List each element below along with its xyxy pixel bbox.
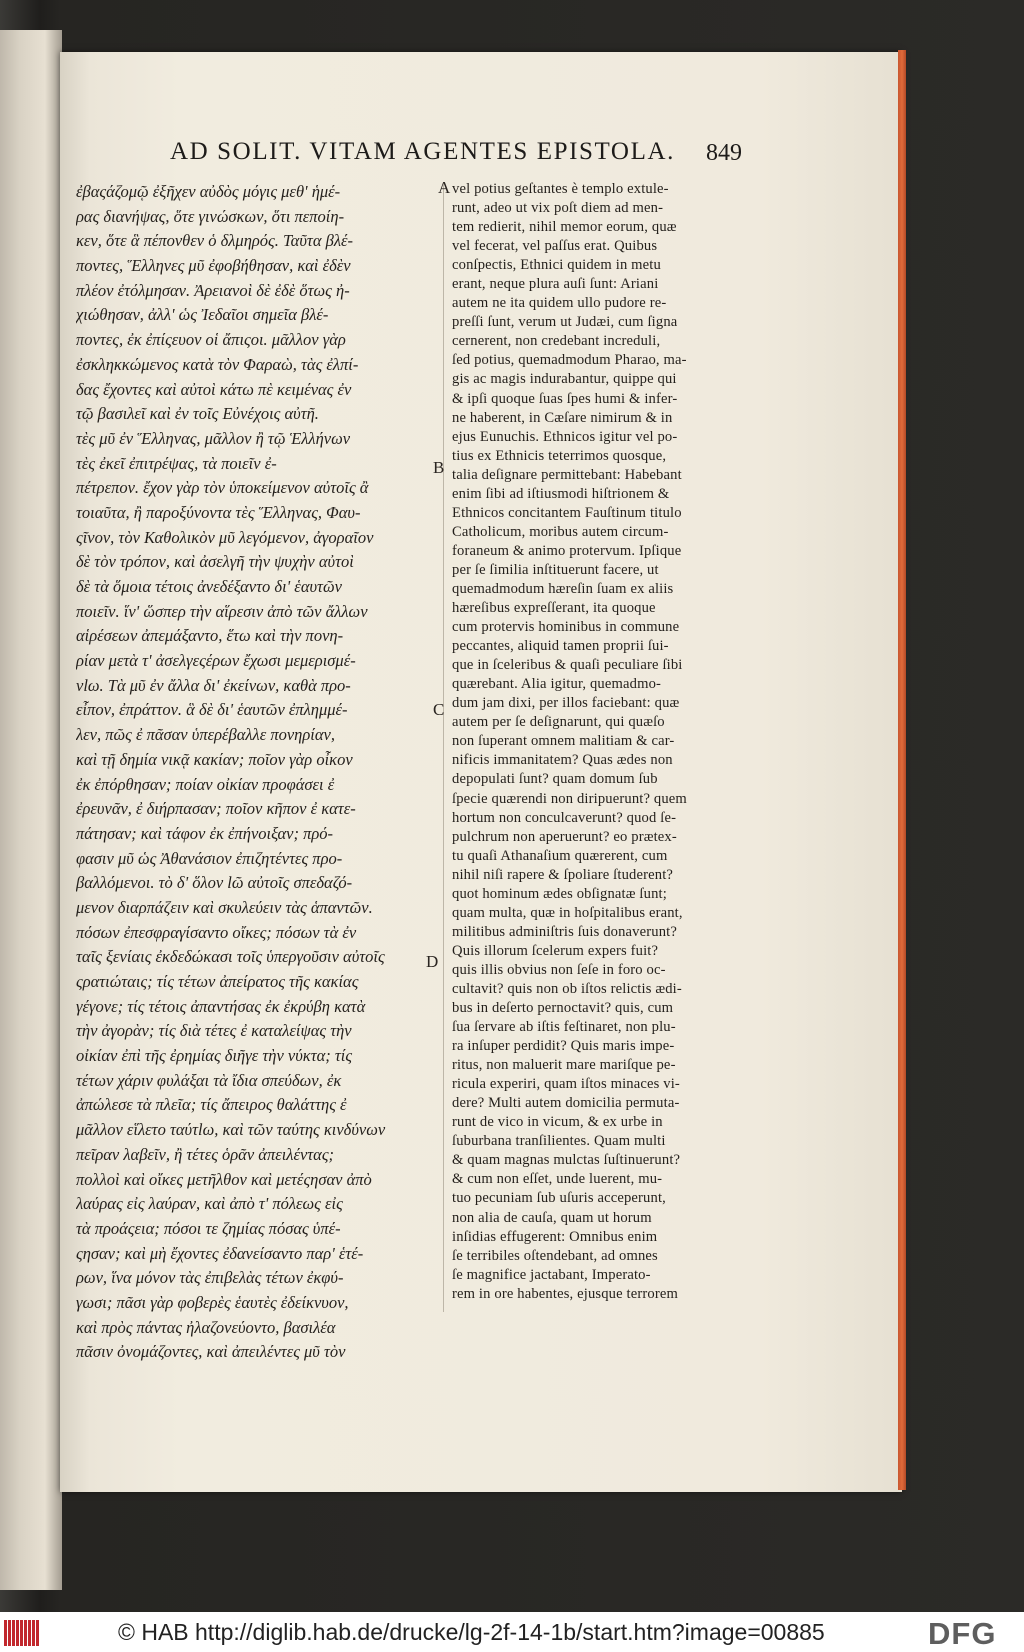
latin-text-line: quemadmodum hæreſin ſuam ex aliis	[452, 580, 674, 597]
greek-text-line: ςρατιώταις; τίς τέτων ἀπείρατος τῆς κακίας	[76, 972, 359, 991]
greek-text-line: καὶ τῇ δημία νικᾷ κακίαν; ποῖον γὰρ οἶκον	[76, 749, 353, 769]
latin-text-line: vel fecerat, vel paſſus erat. Quibus	[452, 238, 658, 255]
latin-text-line: vel potius geſtantes è templo extule-	[452, 181, 669, 197]
latin-text-line: depopulati ſunt? quam domum ſub	[452, 771, 658, 788]
latin-text-line: nihil niſi rapere & ſpoliare ſtuderent?	[452, 866, 674, 883]
greek-text-line: τῷ βασιλεῖ καὶ ἐν τοῖς Εὐνέχοις αὐτῆ.	[76, 404, 319, 424]
greek-text-line: τὲς μῦ ἐν Ἕλληνας, μᾶλλον ἢ τῷ Ἑλλήνων	[76, 428, 351, 448]
greek-text-line: νlω. Τὰ μῦ ἐν ἄλλα δι' ἐκείνων, καθὰ προ-	[76, 675, 351, 695]
greek-text-line: τέτων χάριν φυλάξαι τὰ ἴδια σπεύδων, ἐκ	[76, 1070, 342, 1090]
greek-text-line: δὲ τὸν τρόπον, καὶ ἀσελγῆ τὴν ψυχὴν αὐτοὶ	[76, 552, 354, 572]
greek-text-line: ἐκ ἐπόρθησαν; ποίαν οἰκίαν προφάσει ἐ	[76, 774, 335, 794]
greek-text-line: τὰ προάςεια; πόσοι τε ζημίας πόσας ὑπέ-	[76, 1218, 341, 1238]
latin-text-line: cultavit? quis non ob iſtos relictis ædi-	[452, 980, 682, 997]
latin-text-line: tuo pecuniam ſub uſuris acceperunt,	[452, 1190, 666, 1207]
page-number: 849	[706, 140, 742, 166]
latin-text-line: ne haberent, in Cæſare nimirum & in	[452, 409, 673, 426]
latin-text-line: quis illis obvius non ſeſe in foro oc-	[452, 961, 666, 978]
greek-text-line: πάτησαν; καὶ τάφον ἐκ ἐπήνοιξαν; πρό-	[76, 823, 334, 843]
latin-text-line: hortum non conculcaverunt? quod ſe-	[452, 809, 677, 826]
greek-text-line: τοιαῦτα, ἢ παροξύνοντα τὲς Ἕλληνας, Φαυ-	[76, 502, 361, 522]
latin-text-line: preſſi ſunt, verum ut Judæi, cum ſigna	[452, 314, 678, 331]
greek-text-line: πόσων ἐπεσφραγίσαντο οἴκες; πόσων τὰ ἐν	[76, 922, 357, 942]
latin-text-line: ejus Eunuchis. Ethnicos igitur vel po-	[452, 428, 678, 445]
greek-text-line: πλέον ἐτόλμησαν. Ἀρειανοὶ δὲ ἐδὲ ὅτως ἠ-	[76, 280, 350, 300]
latin-text-line: Catholicum, moribus autem circum-	[452, 523, 669, 540]
greek-text-line: πᾶσιν ὀνομάζοντες, καὶ ἀπειλέντες μῦ τὸν	[76, 1342, 346, 1362]
running-head: AD SOLIT. VITAM AGENTES EPISTOLA.	[170, 138, 675, 165]
greek-text-line: λεν, πῶς ἐ πᾶσαν ὑπερέβαλλε πονηρίαν,	[76, 725, 335, 745]
latin-text-line: quot hominum ædes obſignatæ ſunt;	[452, 885, 667, 902]
greek-text-line: ἐβαςάζομῷ ἐξῆχεν αὐδὸς μόγις μεθ' ἡμέ-	[76, 182, 341, 201]
latin-text-line: cum protervis hominibus in commune	[452, 619, 680, 636]
latin-text-line: peccantes, aliquid tamen proprii ſui-	[452, 638, 669, 655]
latin-text-line: militibus adminiſtris ſuis donaverunt?	[452, 923, 677, 940]
latin-text-line: tem redierit, nihil memor eorum, quæ	[452, 219, 677, 236]
latin-text-line: ſe magnifice jactabant, Imperato-	[452, 1266, 651, 1283]
latin-text-line: quam multa, quæ in hoſpitalibus erant,	[452, 904, 683, 921]
greek-text-line: εἶπον, ἐπράττον. ἃ δὲ δι' ἑαυτῶν ἐπλημμέ-	[76, 700, 348, 720]
greek-text-line: αἱρέσεων ἀπεμάξαντο, ἕτω καὶ τὴν πονη-	[76, 626, 344, 646]
latin-text-line: runt, adeo ut vix poſt diem ad men-	[452, 200, 664, 217]
latin-text-line: gis ac magis indurabantur, quippe qui	[452, 371, 677, 388]
greek-text-line: μενον διαρπάζειν καὶ σκυλεύειν τὰς ἁπαντῶν.	[76, 897, 373, 917]
margin-letter-a: A	[438, 178, 451, 197]
latin-text-line: rem in ore habentes, ejusque terrorem	[452, 1285, 678, 1302]
greek-text-line: τὲς ἐκεῖ ἐπιτρέψας, τὰ ποιεῖν ἐ-	[76, 453, 277, 473]
margin-letter-c: C	[433, 700, 445, 719]
latin-text-line: cernerent, non credebant increduli,	[452, 333, 661, 350]
latin-text-line: ſpecie quærendi non diripuerunt? quem	[452, 790, 687, 807]
greek-text-column	[76, 180, 434, 1365]
latin-text-line: foraneum & animo protervum. Ipſique	[452, 542, 682, 559]
latin-text-line: ritus, non maluerit mare mariſque pe-	[452, 1057, 676, 1074]
greek-text-line: πεῖραν λαβεῖν, ἢ τέτες ὁρᾶν ἀπειλέντας;	[76, 1144, 335, 1164]
greek-text-line: ςησαν; καὶ μὴ ἔχοντες ἐδανείσαντο παρ' ἑτέ-	[76, 1243, 364, 1263]
greek-text-line: ποντες, ἐκ ἐπίςευον οἱ ἄπιςοι. μᾶλλον γὰρ	[76, 330, 346, 350]
latin-text-line: Ethnicos concitantem Fauſtinum titulo	[452, 504, 682, 521]
latin-text-line: & ipſi quoque ſuas ſpes humi & infer-	[452, 390, 678, 407]
greek-text-line: ποντες, Ἕλληνες μῦ ἐφοβήθησαν, καὶ ἐδὲν	[76, 256, 351, 276]
greek-text-line: καὶ πρὸς πάντας ἠλαζονεύοντο, βασιλέα	[76, 1317, 336, 1337]
margin-letter-b: B	[433, 458, 445, 477]
greek-text-line: ἐσκληκκώμενος κατὰ τὸν Φαραὼ, τὰς ἐλπί-	[76, 354, 359, 374]
greek-text-line: τὴν ἀγορὰν; τίς διὰ τέτες ἐ καταλείψας τὴν	[76, 1021, 352, 1041]
viewer-footer	[0, 1612, 1024, 1652]
page-edge-red	[898, 50, 906, 1490]
latin-text-line: conſpectis, Ethnici quidem in metu	[452, 257, 661, 274]
greek-text-line: πέτρεπον. ἔχον γὰρ τὸν ὑποκείμενον αὐτοῖς ἂ	[76, 478, 369, 498]
greek-text-line: δὲ τὰ ὅμοια τέτοις ἀνεδέξαντο δι' ἑαυτῶν	[76, 577, 342, 596]
hab-logo-icon	[4, 1620, 44, 1646]
greek-text-line: ςῖνον, τὸν Καθολικὸν μῦ λεγόμενον, ἀγοραῖον	[76, 527, 374, 547]
greek-text-line: πολλοὶ καὶ οἴκες μετῆλθον καὶ μετέςησαν ἀπὸ	[76, 1169, 372, 1189]
latin-text-line: erant, neque plura auſi ſunt: Ariani	[452, 276, 659, 293]
latin-text-column	[452, 180, 738, 1304]
greek-text-line: χιώθησαν, ἀλλ' ὡς Ἰεδαῖοι σημεῖα βλέ-	[76, 305, 329, 325]
dfg-logo: DFG	[928, 1616, 997, 1651]
copyright-link[interactable]: © HAB http://diglib.hab.de/drucke/lg-2f-14-1b/start.htm?image=00885	[118, 1619, 825, 1645]
greek-text-line: βαλλόμενοι. τὸ δ' ὅλον lῶ αὐτοῖς σπεδαζό-	[76, 873, 353, 893]
latin-text-line: ſuburbana tranſilientes. Quam multi	[452, 1133, 666, 1150]
latin-text-line: & quam magnas mulctas ſuſtinuerunt?	[452, 1152, 681, 1169]
latin-text-line: tius ex Ethnicis teterrimos quosque,	[452, 447, 667, 464]
latin-text-line: ſe terribiles oſtendebant, ad omnes	[452, 1247, 658, 1264]
greek-text-line: φασιν μῦ ὡς Ἀθανάσιον ἐπιζητέντες προ-	[76, 848, 343, 868]
latin-text-line: dere? Multi autem domicilia permuta-	[452, 1095, 680, 1112]
greek-text-line: ἐρευνᾶν, ἐ διήρπασαν; ποῖον κῆπον ἐ κατε-	[76, 799, 356, 819]
latin-text-line: Quis illorum ſcelerum expers fuit?	[452, 942, 659, 959]
latin-text-line: autem ne ita quidem ullo pudore re-	[452, 295, 667, 312]
latin-text-line: talia deſignare permittebant: Habebant	[452, 466, 682, 483]
latin-text-line: pulchrum non aperuerunt? eo prætex-	[452, 828, 677, 845]
latin-text-line: per ſe ſimilia inſtituerunt facere, ut	[452, 561, 659, 578]
latin-text-line: que in ſceleribus & quaſi peculiare ſibi	[452, 657, 683, 674]
latin-text-line: tu quaſi Athanaſium quærerent, cum	[452, 847, 668, 864]
greek-text-line: δας ἔχοντες καὶ αὐτοὶ κάτω πὲ κειμένας ἐν	[76, 379, 352, 399]
latin-text-line: ra inſuper perdidit? Quis maris impe-	[452, 1038, 675, 1055]
greek-text-line: ρας διανήψας, ὅτε γινώσκων, ὅτι πεποίη-	[76, 206, 345, 226]
greek-text-line: ἀπώλεσε τὰ πλεῖα; τίς ἄπειρος θαλάττης ἐ	[76, 1095, 347, 1115]
latin-text-line: non ſuperant omnem malitiam & car-	[452, 733, 675, 750]
latin-text-line: quærebant. Alia igitur, quemadmo-	[452, 676, 662, 693]
greek-text-line: μᾶλλον εἵλετο ταύτlω, καὶ τῶν ταύτης κινδύνων	[76, 1120, 386, 1140]
margin-letter-d: D	[426, 952, 439, 971]
latin-text-line: ricula experiri, quam iſtos minaces vi-	[452, 1076, 680, 1093]
latin-text-line: nificis immanitatem? Quas ædes non	[452, 752, 673, 769]
latin-text-line: dum jam dixi, per illos faciebant: quæ	[452, 695, 680, 712]
greek-text-line: οἰκίαν ἐπὶ τῆς ἐρημίας διῆγε τὴν νύκτα; τίς	[76, 1046, 353, 1066]
greek-text-line: λαύρας εἰς λαύραν, καὶ ἀπὸ τ' πόλεως εἰς	[76, 1194, 343, 1214]
column-divider	[443, 182, 444, 1312]
latin-text-line: runt de vico in vicum, & ex urbe in	[452, 1114, 663, 1131]
latin-text-line: enim ſibi ad iſtiusmodi hiſtrionem &	[452, 485, 670, 502]
greek-text-line: ρίαν μετὰ τ' ἀσελγεςέρων ἔχωσι μεμερισμέ-	[76, 651, 356, 671]
latin-text-line: bus in deſerto pernoctavit? quis, cum	[452, 1000, 674, 1017]
latin-text-line: autem per ſe deſignarunt, qui quæſo	[452, 714, 665, 731]
greek-text-line: ταῖς ξενίαις ἐκδεδώκασι τοῖς ὑπεργοῦσιν αὐτοῖς	[76, 947, 385, 967]
latin-text-line: & cum non eſſet, unde luerent, mu-	[452, 1171, 663, 1188]
latin-text-line: non alia de cauſa, quam ut horum	[452, 1209, 652, 1226]
greek-text-line: ποιεῖν. ἵν' ὥσπερ τὴν αἵρεσιν ἀπὸ τῶν ἄλλων	[76, 601, 368, 621]
latin-text-line: inſidias effugerent: Omnibus enim	[452, 1228, 658, 1245]
latin-text-line: ſed potius, quemadmodum Pharao, ma-	[452, 352, 687, 369]
previous-page-edge	[0, 30, 62, 1590]
latin-text-line: hæreſibus expreſſerant, ita quoque	[452, 600, 656, 617]
greek-text-line: κεν, ὅτε ἃ πέπονθεν ὁ δλμηρός. Ταῦτα βλέ-	[76, 231, 353, 251]
latin-text-line: ſua ſervare ab iſtis feſtinaret, non plu-	[452, 1019, 676, 1036]
greek-text-line: ρων, ἵνα μόνον τὰς ἐπιβελὰς τέτων ἐκφύ-	[76, 1268, 344, 1288]
greek-text-line: γέγονε; τίς τέτοις ἀπαντήσας ἐκ ἐκρύβη κατὰ	[76, 996, 366, 1016]
greek-text-line: γωσι; πᾶσι γὰρ φοβερὲς ἑαυτὲς ἐδείκνυον,	[76, 1292, 349, 1312]
